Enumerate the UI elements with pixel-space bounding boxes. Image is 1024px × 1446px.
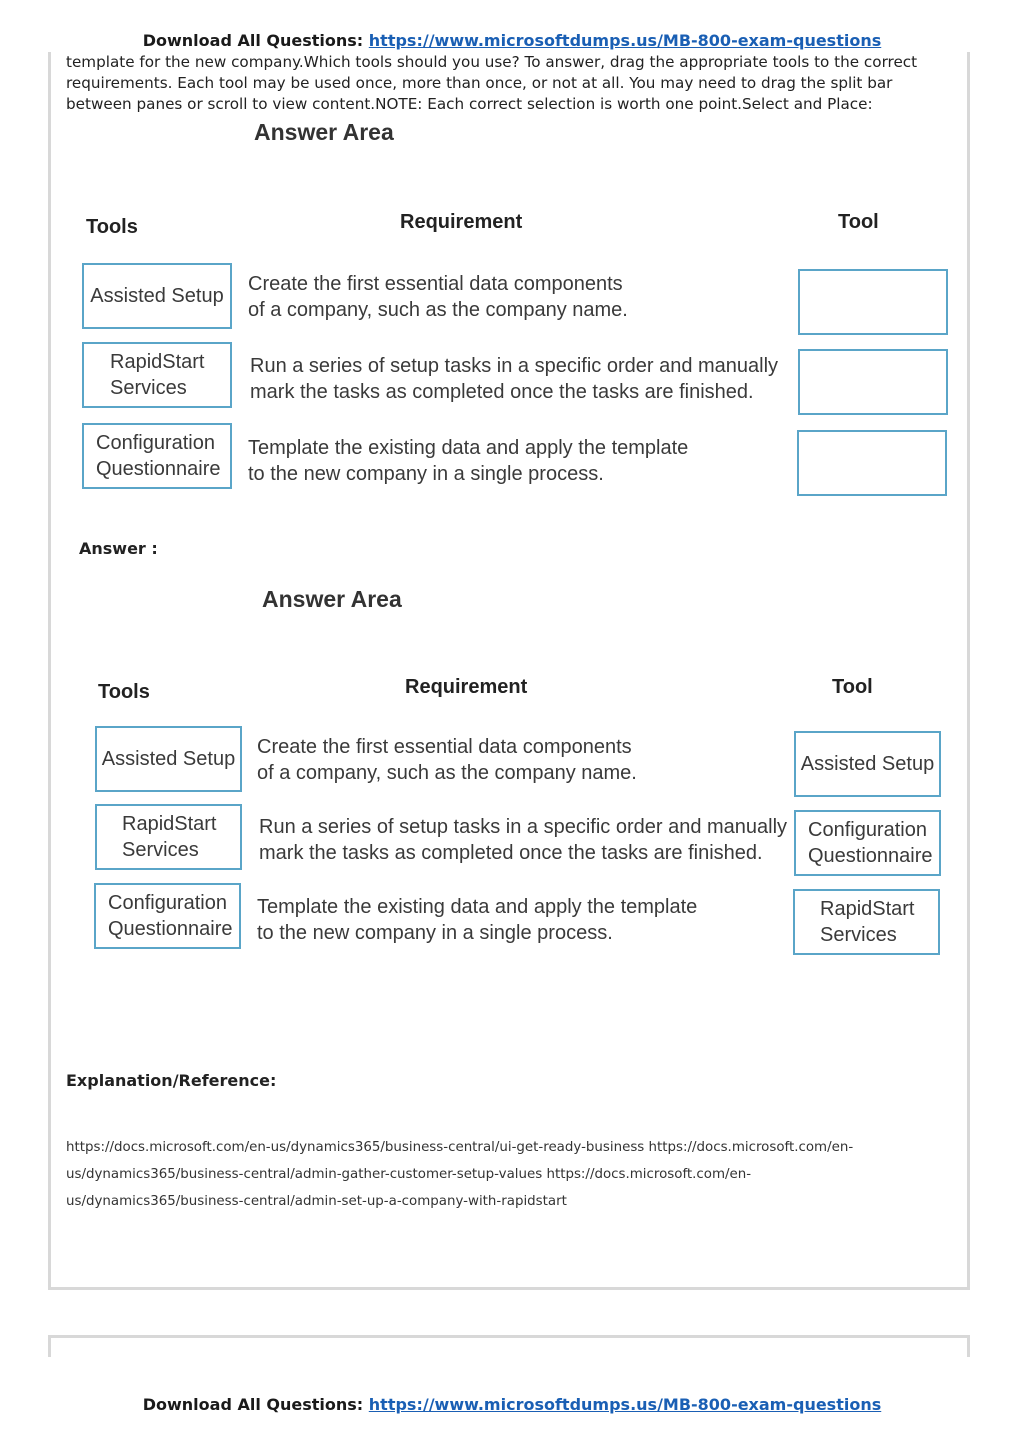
explanation-text: https://docs.microsoft.com/en-us/dynamics365/business-central/ui-get-ready-business https://docs.microsoft.com/en-us/dynamics365/business-central/admin-gather-customer-setup-values https://docs.microsoft.com/en-us/dynamics365/business-central/admin-set-up-a-company-with-rapidstart: [66, 1140, 854, 1209]
tool-option-assisted-setup: [95, 726, 242, 792]
banner-label: Download All Questions:: [142, 31, 369, 50]
tool-option-label: Configuration Questionnaire: [96, 432, 221, 480]
answer-slot-label: Assisted Setup: [800, 753, 935, 775]
requirement-text: Create the first essential data components of a company, such as the company name.: [248, 273, 628, 321]
drop-slot-1[interactable]: [798, 269, 948, 335]
answer-slot-2: [794, 810, 941, 876]
tool-option-label: Assisted Setup: [101, 748, 236, 770]
tool-option-label: Assisted Setup: [90, 285, 224, 307]
drop-slot-3[interactable]: [797, 430, 947, 496]
tool-option-assisted-setup[interactable]: [82, 263, 232, 329]
answer-slot-label: RapidStart Services: [820, 898, 915, 946]
download-banner-top: [0, 31, 1024, 50]
question-card: [48, 52, 970, 1290]
requirement-text: Template the existing data and apply the template to the new company in a single process.: [257, 896, 698, 944]
answer-area-title: Answer Area: [254, 119, 394, 145]
drop-slot-2[interactable]: [798, 349, 948, 415]
download-link[interactable]: https://www.microsoftdumps.us/MB-800-exam-questions: [368, 1395, 882, 1414]
requirement-text: Run a series of setup tasks in a specific order and manually mark the tasks as completed once the tasks are finished.: [250, 355, 779, 403]
answer-slot-3: [793, 889, 940, 955]
tool-option-label: RapidStart Services: [122, 813, 217, 861]
explanation-heading: Explanation/Reference:: [66, 1071, 277, 1090]
tool-option-rapidstart[interactable]: [82, 342, 232, 408]
banner-label: Download All Questions:: [142, 1395, 369, 1414]
tools-header: Tools: [86, 216, 138, 238]
answer-label: Answer :: [79, 539, 158, 558]
download-banner-bottom: [0, 1395, 1024, 1414]
next-card: [48, 1335, 970, 1357]
tools-header: Tools: [98, 681, 150, 703]
tool-header: Tool: [838, 211, 879, 233]
tool-option-configuration-questionnaire[interactable]: [82, 423, 232, 489]
download-link[interactable]: https://www.microsoftdumps.us/MB-800-exam-questions: [368, 31, 882, 50]
tool-option-label: RapidStart Services: [110, 351, 205, 399]
requirement-text: Run a series of setup tasks in a specific order and manually mark the tasks as completed once the tasks are finished.: [259, 816, 788, 864]
tool-header: Tool: [832, 676, 873, 698]
requirement-header: Requirement: [405, 676, 528, 698]
answer-slot-1: [794, 731, 941, 797]
answer-area-title: Answer Area: [262, 586, 402, 612]
tool-option-rapidstart: [95, 804, 242, 870]
requirement-text: Create the first essential data components of a company, such as the company name.: [257, 736, 637, 784]
requirement-header: Requirement: [400, 211, 523, 233]
answer-slot-label: Configuration Questionnaire: [808, 819, 933, 867]
tool-option-configuration-questionnaire: [94, 883, 241, 949]
question-text: template for the new company.Which tools should you use? To answer, drag the appropriate tools to the correct requirements. Each tool may be used once, more than once, or not at all. You may need to drag the split bar between panes or scroll to view content.NOTE: Each correct selection is worth one point.Select and Place:: [66, 53, 918, 113]
requirement-text: Template the existing data and apply the template to the new company in a single process.: [248, 437, 689, 485]
tool-option-label: Configuration Questionnaire: [108, 892, 233, 940]
